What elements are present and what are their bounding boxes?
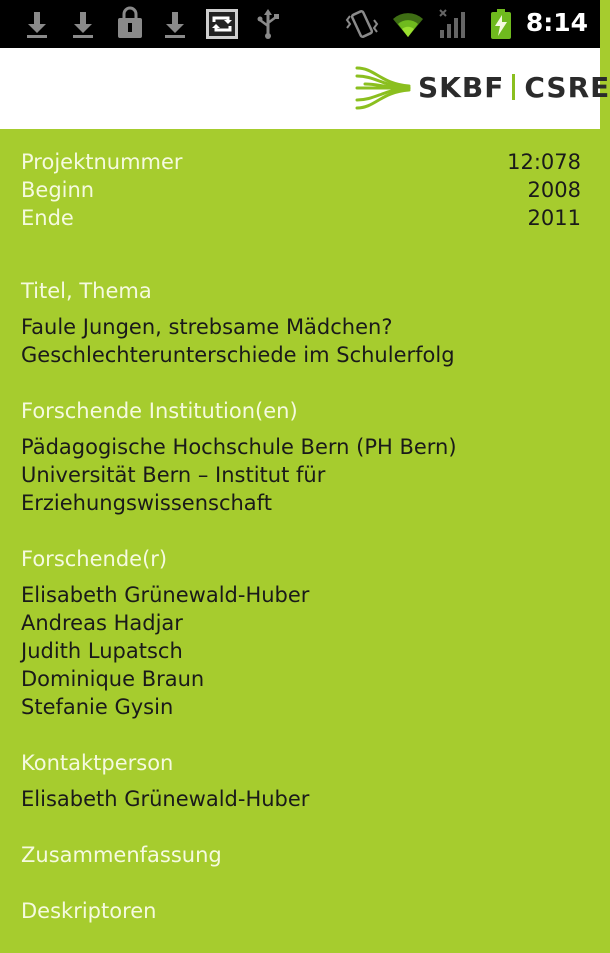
institution-heading: Forschende Institution(en): [21, 399, 298, 423]
researcher-name: Dominique Braun: [21, 667, 205, 691]
institution-body: [21, 433, 581, 517]
title-section: [21, 277, 581, 369]
researchers-section: [21, 545, 581, 721]
signal-icon: [438, 8, 468, 40]
end-label: Ende: [21, 206, 74, 230]
contact-heading: Kontaktperson: [21, 751, 174, 775]
researcher-name: Andreas Hadjar: [21, 611, 183, 635]
skbf-csre-logo: [355, 58, 610, 118]
researchers-heading: Forschende(r): [21, 547, 168, 571]
download-icon: [70, 8, 96, 40]
title-heading: Titel, Thema: [21, 279, 152, 303]
researchers-list: [21, 581, 581, 721]
lock-bag-icon: [116, 8, 144, 40]
descriptors-heading[interactable]: Deskriptoren: [21, 899, 157, 923]
title-line: Geschlechterunterschiede im Schulerfolg: [21, 343, 455, 367]
descriptors-section[interactable]: [21, 897, 581, 925]
researcher-name: Judith Lupatsch: [21, 639, 183, 663]
end-value: 2011: [527, 206, 581, 230]
download-icon: [24, 8, 50, 40]
logo-right-text: CSRE: [524, 71, 610, 104]
project-detail: [21, 148, 581, 953]
end-row: [21, 204, 581, 232]
logo-text: [418, 71, 610, 105]
project-meta: [21, 148, 581, 232]
institution-line: Erziehungswissenschaft: [21, 491, 272, 515]
logo-lines-icon: [355, 64, 411, 112]
usb-icon: [255, 8, 281, 40]
project-number-row: [21, 148, 581, 176]
summary-heading[interactable]: Zusammenfassung: [21, 843, 222, 867]
project-number-value: 12:078: [507, 150, 581, 174]
battery-charging-icon: [490, 8, 512, 40]
begin-row: [21, 176, 581, 204]
begin-label: Beginn: [21, 178, 95, 202]
institution-line: Pädagogische Hochschule Bern (PH Bern): [21, 435, 457, 459]
app-header: [0, 48, 610, 129]
contact-body: [21, 785, 581, 813]
sync-icon: [205, 8, 239, 40]
title-body: [21, 313, 581, 369]
vibrate-icon: [345, 8, 379, 40]
logo-left-text: SKBF: [418, 71, 505, 104]
institution-section: [21, 397, 581, 517]
contact-section: [21, 749, 581, 813]
wifi-icon: [391, 8, 425, 40]
summary-section[interactable]: [21, 841, 581, 869]
clock-time: 8:14: [525, 8, 588, 37]
download-icon: [162, 8, 188, 40]
contact-name: Elisabeth Grünewald-Huber: [21, 787, 310, 811]
status-bar: [0, 0, 600, 48]
logo-separator: [512, 74, 515, 100]
institution-line: Universität Bern – Institut für: [21, 463, 326, 487]
researcher-name: Stefanie Gysin: [21, 695, 174, 719]
title-line: Faule Jungen, strebsame Mädchen?: [21, 315, 393, 339]
project-number-label: Projektnummer: [21, 150, 183, 174]
researcher-name: Elisabeth Grünewald-Huber: [21, 583, 310, 607]
begin-value: 2008: [527, 178, 581, 202]
